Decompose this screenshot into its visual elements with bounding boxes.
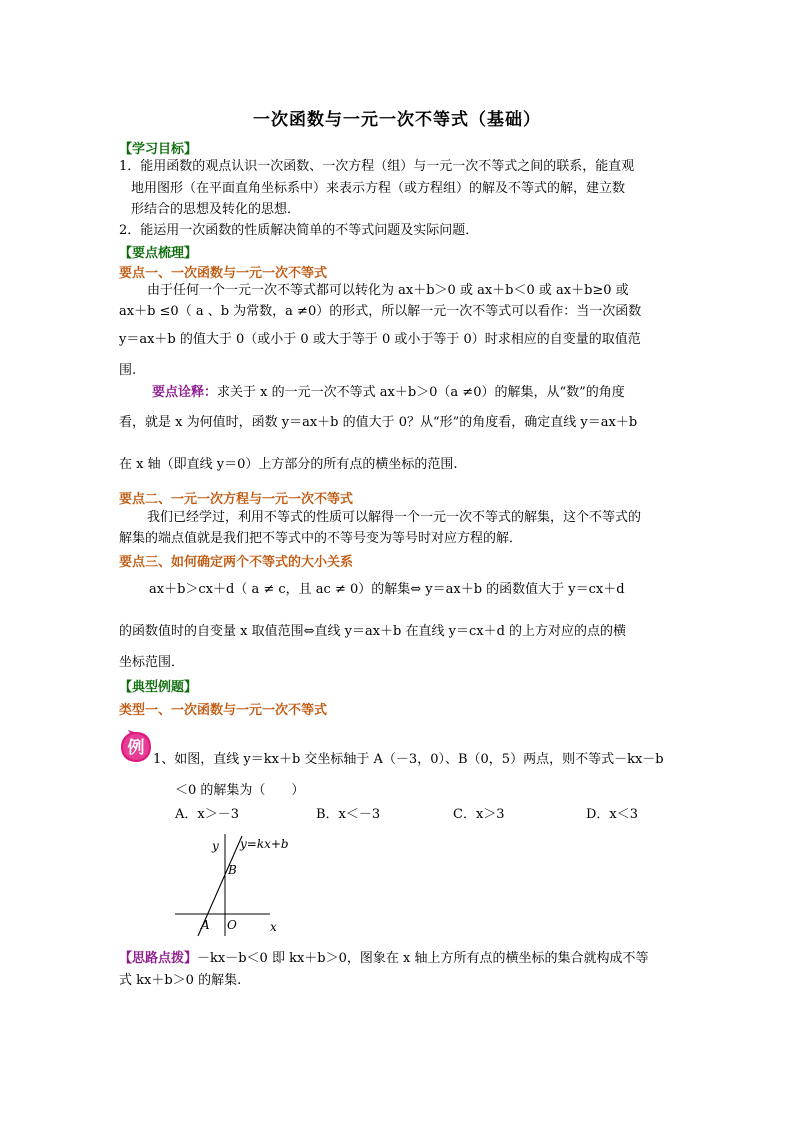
point3-line-3: 坐标范围．	[119, 655, 185, 670]
example-badge-text: 例	[127, 738, 145, 758]
goal-line-2: 地用图形（在平面直角坐标系中）来表示方程（或方程组）的解及不等式的解，建立数	[131, 181, 626, 196]
point1-line-4: 围.	[119, 363, 137, 378]
y-axis-label: y	[212, 839, 219, 853]
line-label: y=kx+b	[240, 837, 289, 851]
point2-line-2: 解集的端点值就是我们把不等式中的不等号变为等号时对应方程的解．	[119, 531, 523, 546]
point3-title: 要点三、如何确定两个不等式的大小关系	[119, 555, 354, 570]
goal-line-1: 1．能用函数的观点认识一次函数、一次方程（组）与一元一次不等式之间的联系，能直观	[119, 159, 635, 174]
note-line-1	[152, 384, 625, 402]
point-b-label: B	[228, 863, 237, 877]
point1-line-2: ax＋b ≤0（ a 、b 为常数，a ≠0）的形式，所以解一元一次不等式可以看作：当一次函数	[119, 304, 642, 319]
page-title: 一次函数与一元一次不等式（基础）	[253, 110, 541, 130]
origin-label: O	[227, 918, 237, 932]
goal-line-3: 形结合的思想及转化的思想．	[131, 202, 301, 217]
choice-a: A．x＞－3	[175, 807, 239, 822]
choice-d: D．x＜3	[586, 807, 639, 822]
choice-b: B．x＜－3	[316, 807, 381, 822]
note-text-1: 求关于 x 的一元一次不等式 ax＋b＞0（a ≠0）的解集，从“数”的角度	[217, 385, 625, 400]
examples-heading: 【典型例题】	[119, 680, 198, 695]
point3-line-2: 的函数值时的自变量 x 取值范围⇔直线 y＝ax＋b 在直线 y＝cx＋d 的上方对应的点的横	[119, 624, 627, 639]
point1-line-3: y＝ax＋b 的值大于 0（或小于 0 或大于等于 0 或小于等于 0）时求相应的自变量的取值范	[119, 332, 641, 347]
function-graph	[170, 830, 290, 940]
point-a-label: A	[201, 918, 210, 932]
hint-line-2: 式 kx＋b＞0 的解集.	[119, 973, 242, 988]
point3-line-1: ax＋b＞cx＋d（ a ≠ c，且 ac ≠ 0）的解集⇔ y＝ax＋b 的函数值大于 y＝cx＋d	[149, 582, 625, 597]
point1-title: 要点一、一次函数与一元一次不等式	[119, 266, 328, 281]
type1-title: 类型一、一次函数与一元一次不等式	[119, 703, 328, 718]
note-line-3: 在 x 轴（即直线 y＝0）上方部分的所有点的横坐标的范围.	[119, 457, 458, 472]
note-line-2: 看，就是 x 为何值时，函数 y＝ax＋b 的值大于 0？从“形”的角度看，确定直线 y＝ax＋b	[119, 415, 638, 430]
note-label: 要点诠释：	[152, 385, 218, 400]
point1-line-1: 由于任何一个一元一次不等式都可以转化为 ax＋b＞0 或 ax＋b＜0 或 ax＋b≥0 或	[147, 283, 629, 298]
goal-line-4: 2．能运用一次函数的性质解决简单的不等式问题及实际问题．	[119, 223, 479, 238]
choice-c: C．x＞3	[453, 807, 505, 822]
x-axis-label: x	[270, 920, 277, 934]
hint-text-1: －kx－b＜0 即 kx＋b＞0，图象在 x 轴上方所有点的横坐标的集合就构成不等	[197, 951, 649, 966]
hint-label: 【思路点拨】	[119, 951, 198, 966]
point2-line-1: 我们已经学过，利用不等式的性质可以解得一个一元一次不等式的解集，这个不等式的	[147, 510, 642, 525]
point2-title: 要点二、一元一次方程与一元一次不等式	[119, 492, 354, 507]
question-line-2: ＜0 的解集为（ ）	[175, 783, 305, 798]
hint-line-1	[119, 950, 648, 968]
example-badge-icon	[119, 730, 153, 764]
review-heading: 【要点梳理】	[119, 246, 198, 261]
question-line-1: 1、如图，直线 y＝kx＋b 交坐标轴于 A（－3，0）、B（0，5）两点，则不等式－kx－b	[153, 752, 664, 767]
goals-heading: 【学习目标】	[119, 142, 198, 157]
